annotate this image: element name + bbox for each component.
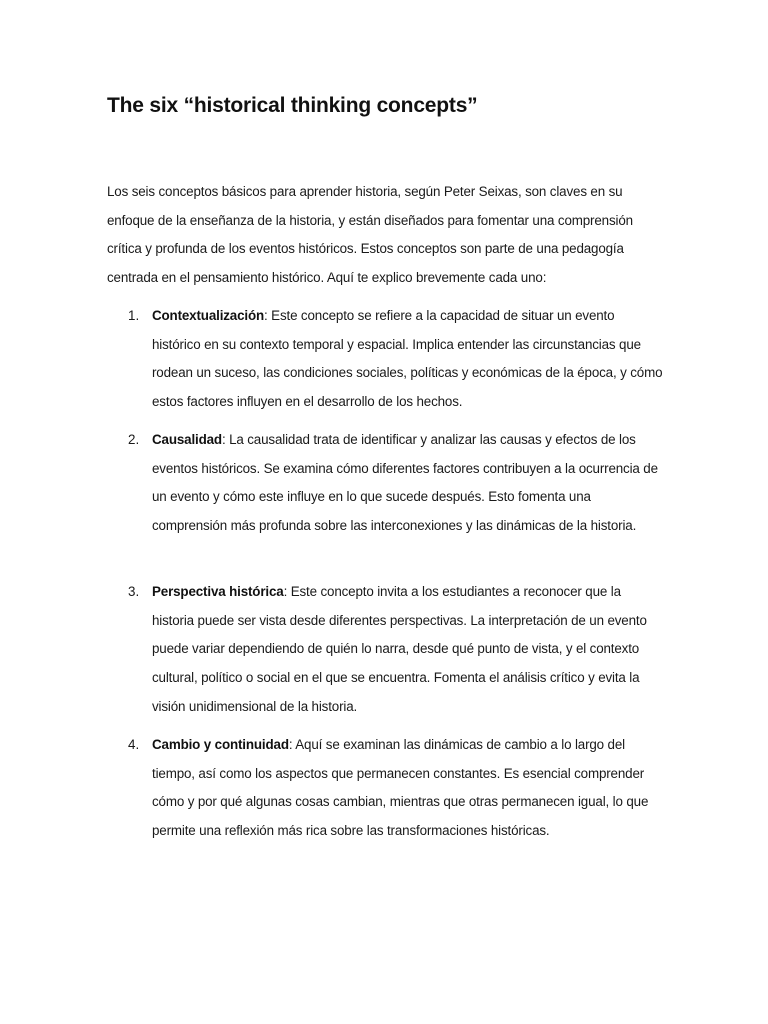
- concept-term: Contextualización: [152, 308, 265, 323]
- list-number: 3.: [128, 584, 140, 599]
- concept-text: : Este concepto invita a los estudiantes a reconocer que la historia puede ser vista desde diferentes perspectivas. La interpretación de un evento puede variar dependiendo de quién lo narra, desde qué punto de vista, y el contexto cultural, político o social en el que se encuentra. Fomenta el análisis crítico y evita la visión unidimensional de la historia.: [152, 584, 647, 714]
- concept-text: : Este concepto se refiere a la capacidad de situar un evento histórico en su contexto temporal y espacial. Implica entender las circunstancias que rodean un suceso, las condiciones sociales, políticas y económicas de la época, y cómo estos factores influyen en el desarrollo de los hechos.: [152, 308, 663, 410]
- concept-term: Causalidad: [152, 432, 222, 447]
- concept-text: : Aquí se examinan las dinámicas de cambio a lo largo del tiempo, así como los aspectos que permanecen constantes. Es esencial comprender cómo y por qué algunas cosas cambian, mientras que otras permanecen igual, lo que permite una reflexión más rica sobre las transformaciones históricas.: [152, 737, 649, 839]
- list-number: 4.: [128, 737, 140, 752]
- concept-description: [152, 578, 664, 722]
- concept-description: [152, 426, 664, 541]
- intro-paragraph: Los seis conceptos básicos para aprender historia, según Peter Seixas, son claves en su enfoque de la enseñanza de la historia, y están diseñados para fomentar una comprensión crítica y profunda de los eventos históricos. Estos conceptos son parte de una pedagogía centrada en el pensamiento histórico. Aquí te explico brevemente cada uno:: [107, 184, 633, 286]
- concept-description: [152, 302, 664, 417]
- list-number: 1.: [128, 308, 140, 323]
- concept-term: Perspectiva histórica: [152, 584, 284, 599]
- list-number: 2.: [128, 432, 140, 447]
- concept-description: [152, 731, 664, 846]
- concept-text: : La causalidad trata de identificar y analizar las causas y efectos de los eventos históricos. Se examina cómo diferentes factores contribuyen a la ocurrencia de un evento y cómo este influye en lo que sucede después. Esto fomenta una comprensión más profunda sobre las interconexiones y las dinámicas de la historia.: [152, 432, 658, 534]
- document-title: The six “historical thinking concepts”: [107, 94, 478, 117]
- concept-term: Cambio y continuidad: [152, 737, 289, 752]
